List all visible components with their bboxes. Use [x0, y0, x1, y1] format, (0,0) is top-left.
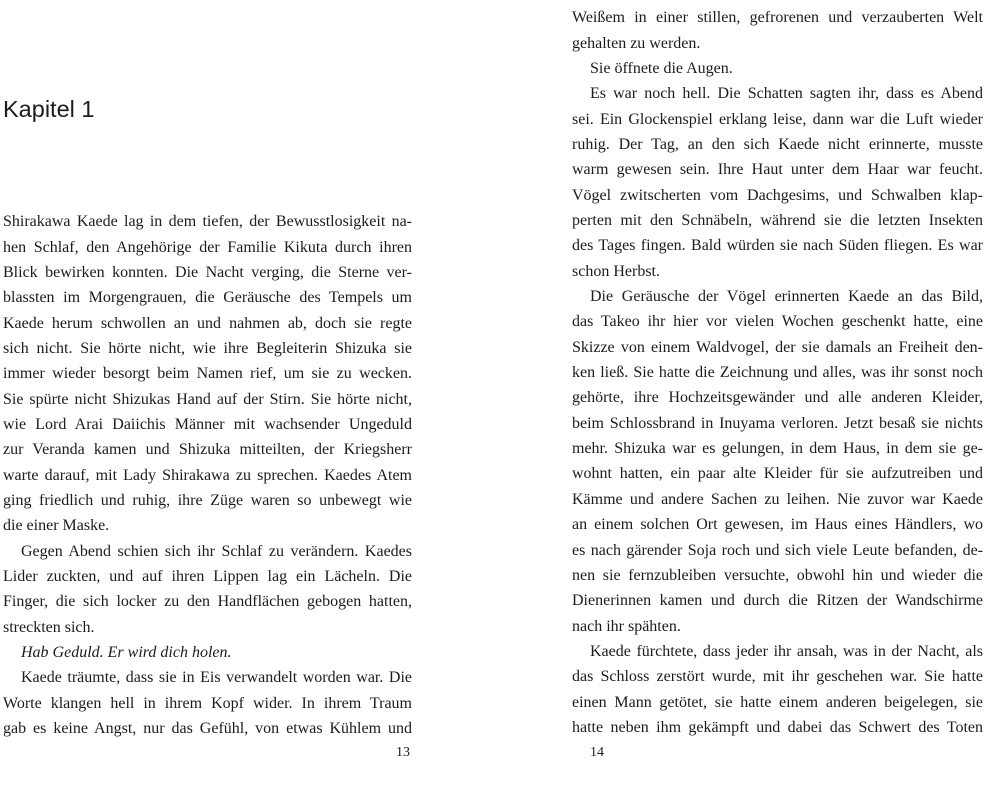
right-page [500, 0, 1000, 800]
text-line: an einem solchen Ort gewesen, im Haus eines Händlers, wo [572, 516, 983, 534]
paragraph [572, 81, 983, 284]
paragraph [3, 539, 412, 640]
text-line: Kämme und andere Sachen zu leihen. Nie zuvor war Kaede [572, 490, 983, 508]
text-line: Dienerinnen kamen und durch die Ritzen der Wandschirme [572, 592, 983, 610]
text-line: blassten im Morgengrauen, die Geräusche des Tempels um [3, 289, 412, 307]
text-line: hatte neben ihm gekämpft und dabei das Schwert des Toten [572, 718, 983, 736]
text-line: warm gewesen sein. Ihre Haut unter dem Haar war feucht. [572, 161, 983, 179]
text-line: ken ließ. Sie hatte die Zeichnung und alles, was ihr sonst noch [572, 364, 983, 382]
text-line: Weißem in einer stillen, gefrorenen und verzauberten Welt [572, 9, 983, 27]
text-line: sei. Ein Glockenspiel erklang leise, dann war die Luft wieder [572, 110, 983, 128]
text-line: Kaede herum schwollen an und nahmen ab, doch sie regte [3, 314, 412, 332]
text-line: es nach gärender Soja roch und sich viele Leute befanden, de- [572, 541, 983, 559]
text-line: perten mit den Schnäbeln, während sie die letzten Insekten [572, 212, 983, 230]
text-line: hen Schlaf, den Angehörige der Familie Kikuta durch ihren [3, 238, 412, 256]
text-line: Die Geräusche der Vögel erinnerten Kaede an das Bild, [590, 288, 983, 306]
text-line: Blick bewirken konnten. Die Nacht verging, die Sterne ver- [3, 263, 412, 281]
paragraph [3, 640, 412, 665]
text-line: Kaede träumte, dass sie in Eis verwandelt worden war. Die [21, 669, 412, 687]
text-line: des Tages fingen. Bald würden sie nach Süden fliegen. Es war [572, 237, 983, 255]
text-line: Sie öffnete die Augen. [590, 59, 733, 77]
text-line: Shirakawa Kaede lag in dem tiefen, der Bewusstlosigkeit na- [3, 213, 412, 231]
text-line: warte darauf, mit Lady Shirakawa zu sprechen. Kaedes Atem [3, 466, 412, 484]
text-line: Skizze von einem Waldvogel, der sie damals an Freiheit den- [572, 338, 983, 356]
text-line: Gegen Abend schien sich ihr Schlaf zu verändern. Kaedes [21, 542, 412, 560]
text-line: wie Lord Arai Daiichis Männer mit wachsender Ungeduld [3, 416, 412, 434]
text-line: das Schloss zerstört wurde, mit ihr geschehen war. Sie hatte [572, 668, 983, 686]
right-page-body [572, 5, 983, 740]
text-line: die einer Maske. [3, 517, 110, 535]
text-line: nen sie fernzubleiben versuchte, obwohl hin und wieder die [572, 566, 983, 584]
text-line: streckten sich. [3, 618, 95, 636]
chapter-title: Kapitel 1 [3, 95, 95, 122]
text-line: gab es keine Angst, nur das Gefühl, von etwas Kühlem und [3, 720, 412, 738]
text-line: Finger, die sich locker zu den Handflächen gebogen hatten, [3, 593, 412, 611]
text-line: gehörte, ihre Hochzeitsgewänder und alle anderen Kleider, [572, 389, 983, 407]
paragraph [572, 639, 983, 740]
text-line: zur Veranda kamen und Shizuka mitteilten, der Kriegsherr [3, 441, 412, 459]
text-line: gehalten zu werden. [572, 34, 701, 52]
italic-text-line: Hab Geduld. Er wird dich holen. [21, 644, 232, 662]
text-line: wohnt hatten, ein paar alte Kleider für sie aufzutreiben und [572, 465, 983, 483]
page-number: 13 [396, 745, 410, 760]
text-line: immer wieder besorgt beim Namen rief, um sie zu wecken. [3, 365, 412, 383]
left-page-body [3, 209, 412, 741]
text-line: Es war noch hell. Die Schatten sagten ihr, dass es Abend [590, 85, 983, 103]
page-number: 14 [590, 745, 604, 760]
text-line: das Takeo ihr hier vor vielen Wochen geschenkt hatte, eine [572, 313, 983, 331]
text-line: ging friedlich und ruhig, ihre Züge waren so unbewegt wie [3, 492, 412, 510]
text-line: nach ihr spähten. [572, 617, 681, 635]
text-line: mehr. Shizuka war es gelungen, in dem Haus, in dem sie ge- [572, 440, 983, 458]
paragraph [572, 56, 983, 81]
text-line: sich nicht. Sie hörte nicht, wie ihre Begleiterin Shizuka sie [3, 340, 412, 358]
text-line: schon Herbst. [572, 262, 660, 280]
text-line: einen Mann getötet, sie hatte einem anderen beigelegen, sie [572, 693, 983, 711]
paragraph [3, 209, 412, 538]
paragraph [572, 5, 983, 56]
paragraph [572, 284, 983, 639]
text-line: Vögel zwitscherten vom Dachgesims, und Schwalben klap- [572, 186, 983, 204]
text-line: Kaede fürchtete, dass jeder ihr ansah, was in der Nacht, als [590, 642, 983, 660]
text-line: beim Schlossbrand in Inuyama verloren. Jetzt besaß sie nichts [572, 414, 983, 432]
text-line: Sie spürte nicht Shizukas Hand auf der Stirn. Sie hörte nicht, [3, 390, 412, 408]
text-line: Worte klangen hell in ihrem Kopf wider. In ihrem Traum [3, 694, 412, 712]
text-line: ruhig. Der Tag, an den sich Kaede nicht erinnerte, musste [572, 136, 983, 154]
text-line: Lider zuckten, und auf ihren Lippen lag ein Lächeln. Die [3, 568, 412, 586]
paragraph [3, 665, 412, 741]
